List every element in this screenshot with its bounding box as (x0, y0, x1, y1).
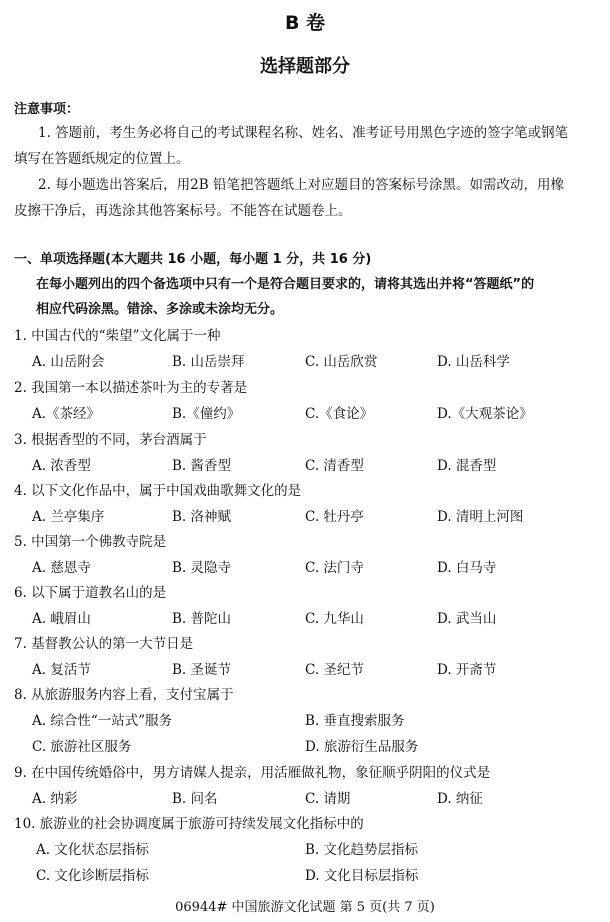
section-title: 选择题部分 (260, 56, 350, 77)
question-options (0, 709, 610, 729)
option-d: D.《大观茶论》 (437, 406, 533, 422)
option-a: A. 慈恩寺 (32, 560, 91, 576)
option-a: A. 兰亭集序 (32, 509, 105, 525)
notice-item-1 (14, 120, 598, 172)
question-stem: 6. 以下属于道教名山的是 (14, 585, 167, 601)
section-heading: 一、单项选择题(本大题共 16 小题，每小题 1 分，共 16 分) (14, 252, 372, 267)
question-stem: 5. 中国第一个佛教寺院是 (14, 534, 167, 550)
option-d: D. 纳征 (437, 791, 483, 807)
notice-item-2-line-1: 2. 每小题选出答案后，用2B 铅笔把答题纸上对应题目的答案标号涂黑。如需改动，用橡 (38, 177, 564, 193)
option-a: A.《茶经》 (32, 406, 101, 422)
option-b: B. 山岳崇拜 (172, 354, 245, 370)
option-c: C. 请期 (305, 791, 351, 807)
option-d: D. 山岳科学 (437, 354, 510, 370)
option-a: A. 纳彩 (32, 791, 78, 807)
option-c: C. 清香型 (305, 458, 364, 474)
question-options (0, 505, 610, 525)
question-options (0, 864, 610, 884)
question-stem: 3. 根据香型的不同，茅台酒属于 (14, 432, 207, 448)
notice-item-2 (14, 172, 598, 224)
option-b: B. 圣诞节 (172, 662, 232, 678)
question-stem: 2. 我国第一本以描述茶叶为主的专著是 (14, 380, 248, 396)
section-instructions-line-2: 相应代码涂黑。错涂、多涂或未涂均无分。 (36, 302, 284, 317)
option-a: A. 山岳附会 (32, 354, 105, 370)
option-d: D. 旅游衍生品服务 (305, 739, 419, 755)
section-instructions-line-1: 在每小题列出的四个备选项中只有一个是符合题目要求的，请将其选出并将“答题纸”的 (36, 277, 535, 292)
option-d: D. 开斋节 (437, 662, 497, 678)
paper-label: B 卷 (284, 12, 326, 34)
question-stem: 9. 在中国传统婚俗中，男方请媒人提亲，用活雁做礼物，象征顺乎阴阳的仪式是 (14, 765, 491, 781)
option-d: D. 白马寺 (437, 560, 497, 576)
option-c: C. 九华山 (305, 611, 364, 627)
notice-item-2-line-2: 皮擦干净后，再选涂其他答案标号。不能答在试题卷上。 (14, 203, 352, 219)
question-options (0, 402, 610, 422)
option-c: C. 文化诊断层指标 (36, 868, 149, 884)
question-options (0, 787, 610, 807)
option-c: C. 山岳欣赏 (305, 354, 378, 370)
notice-item-1-line-2: 填写在答题纸规定的位置上。 (14, 151, 190, 167)
option-a: A. 复活节 (32, 662, 91, 678)
option-b: B. 灵隐寺 (172, 560, 232, 576)
question-options (0, 658, 610, 678)
question-options (0, 607, 610, 627)
question-options (0, 350, 610, 370)
option-b: B. 酱香型 (172, 458, 232, 474)
question-stem: 1. 中国古代的“柴望”文化属于一种 (14, 328, 221, 344)
option-c: C. 旅游社区服务 (32, 739, 132, 755)
question-stem: 4. 以下文化作品中，属于中国戏曲歌舞文化的是 (14, 483, 302, 499)
option-a: A. 浓香型 (32, 458, 91, 474)
question-stem: 7. 基督教公认的第一大节日是 (14, 636, 194, 652)
question-options (0, 556, 610, 576)
option-d: D. 武当山 (437, 611, 497, 627)
notice-heading: 注意事项： (14, 102, 80, 117)
option-c: C. 法门寺 (305, 560, 364, 576)
question-options (0, 735, 610, 755)
option-c: C. 牡丹亭 (305, 509, 364, 525)
notice-item-1-line-1: 1. 答题前，考生务必将自己的考试课程名称、姓名、准考证号用黑色字迹的签字笔或钢笔 (38, 125, 569, 141)
option-b: B. 垂直搜索服务 (305, 713, 405, 729)
option-d: D. 混香型 (437, 458, 497, 474)
option-d: D. 文化目标层指标 (305, 868, 419, 884)
question-stem: 10. 旅游业的社会协调度属于旅游可持续发展文化指标中的 (14, 816, 364, 832)
option-a: A. 峨眉山 (32, 611, 91, 627)
option-a: A. 综合性“一站式”服务 (32, 713, 173, 729)
option-b: B. 问名 (172, 791, 218, 807)
option-c: C. 圣纪节 (305, 662, 364, 678)
question-options (0, 454, 610, 474)
option-b: B. 普陀山 (172, 611, 232, 627)
option-d: D. 清明上河图 (437, 509, 524, 525)
option-b: B. 洛神赋 (172, 509, 232, 525)
option-b: B.《僮约》 (172, 406, 241, 422)
option-b: B. 文化趋势层指标 (305, 842, 419, 858)
page-footer: 06944# 中国旅游文化试题 第 5 页(共 7 页) (175, 900, 435, 915)
option-a: A. 文化状态层指标 (36, 842, 149, 858)
option-c: C.《食论》 (305, 406, 374, 422)
question-stem: 8. 从旅游服务内容上看，支付宝属于 (14, 687, 234, 703)
question-options (0, 838, 610, 858)
